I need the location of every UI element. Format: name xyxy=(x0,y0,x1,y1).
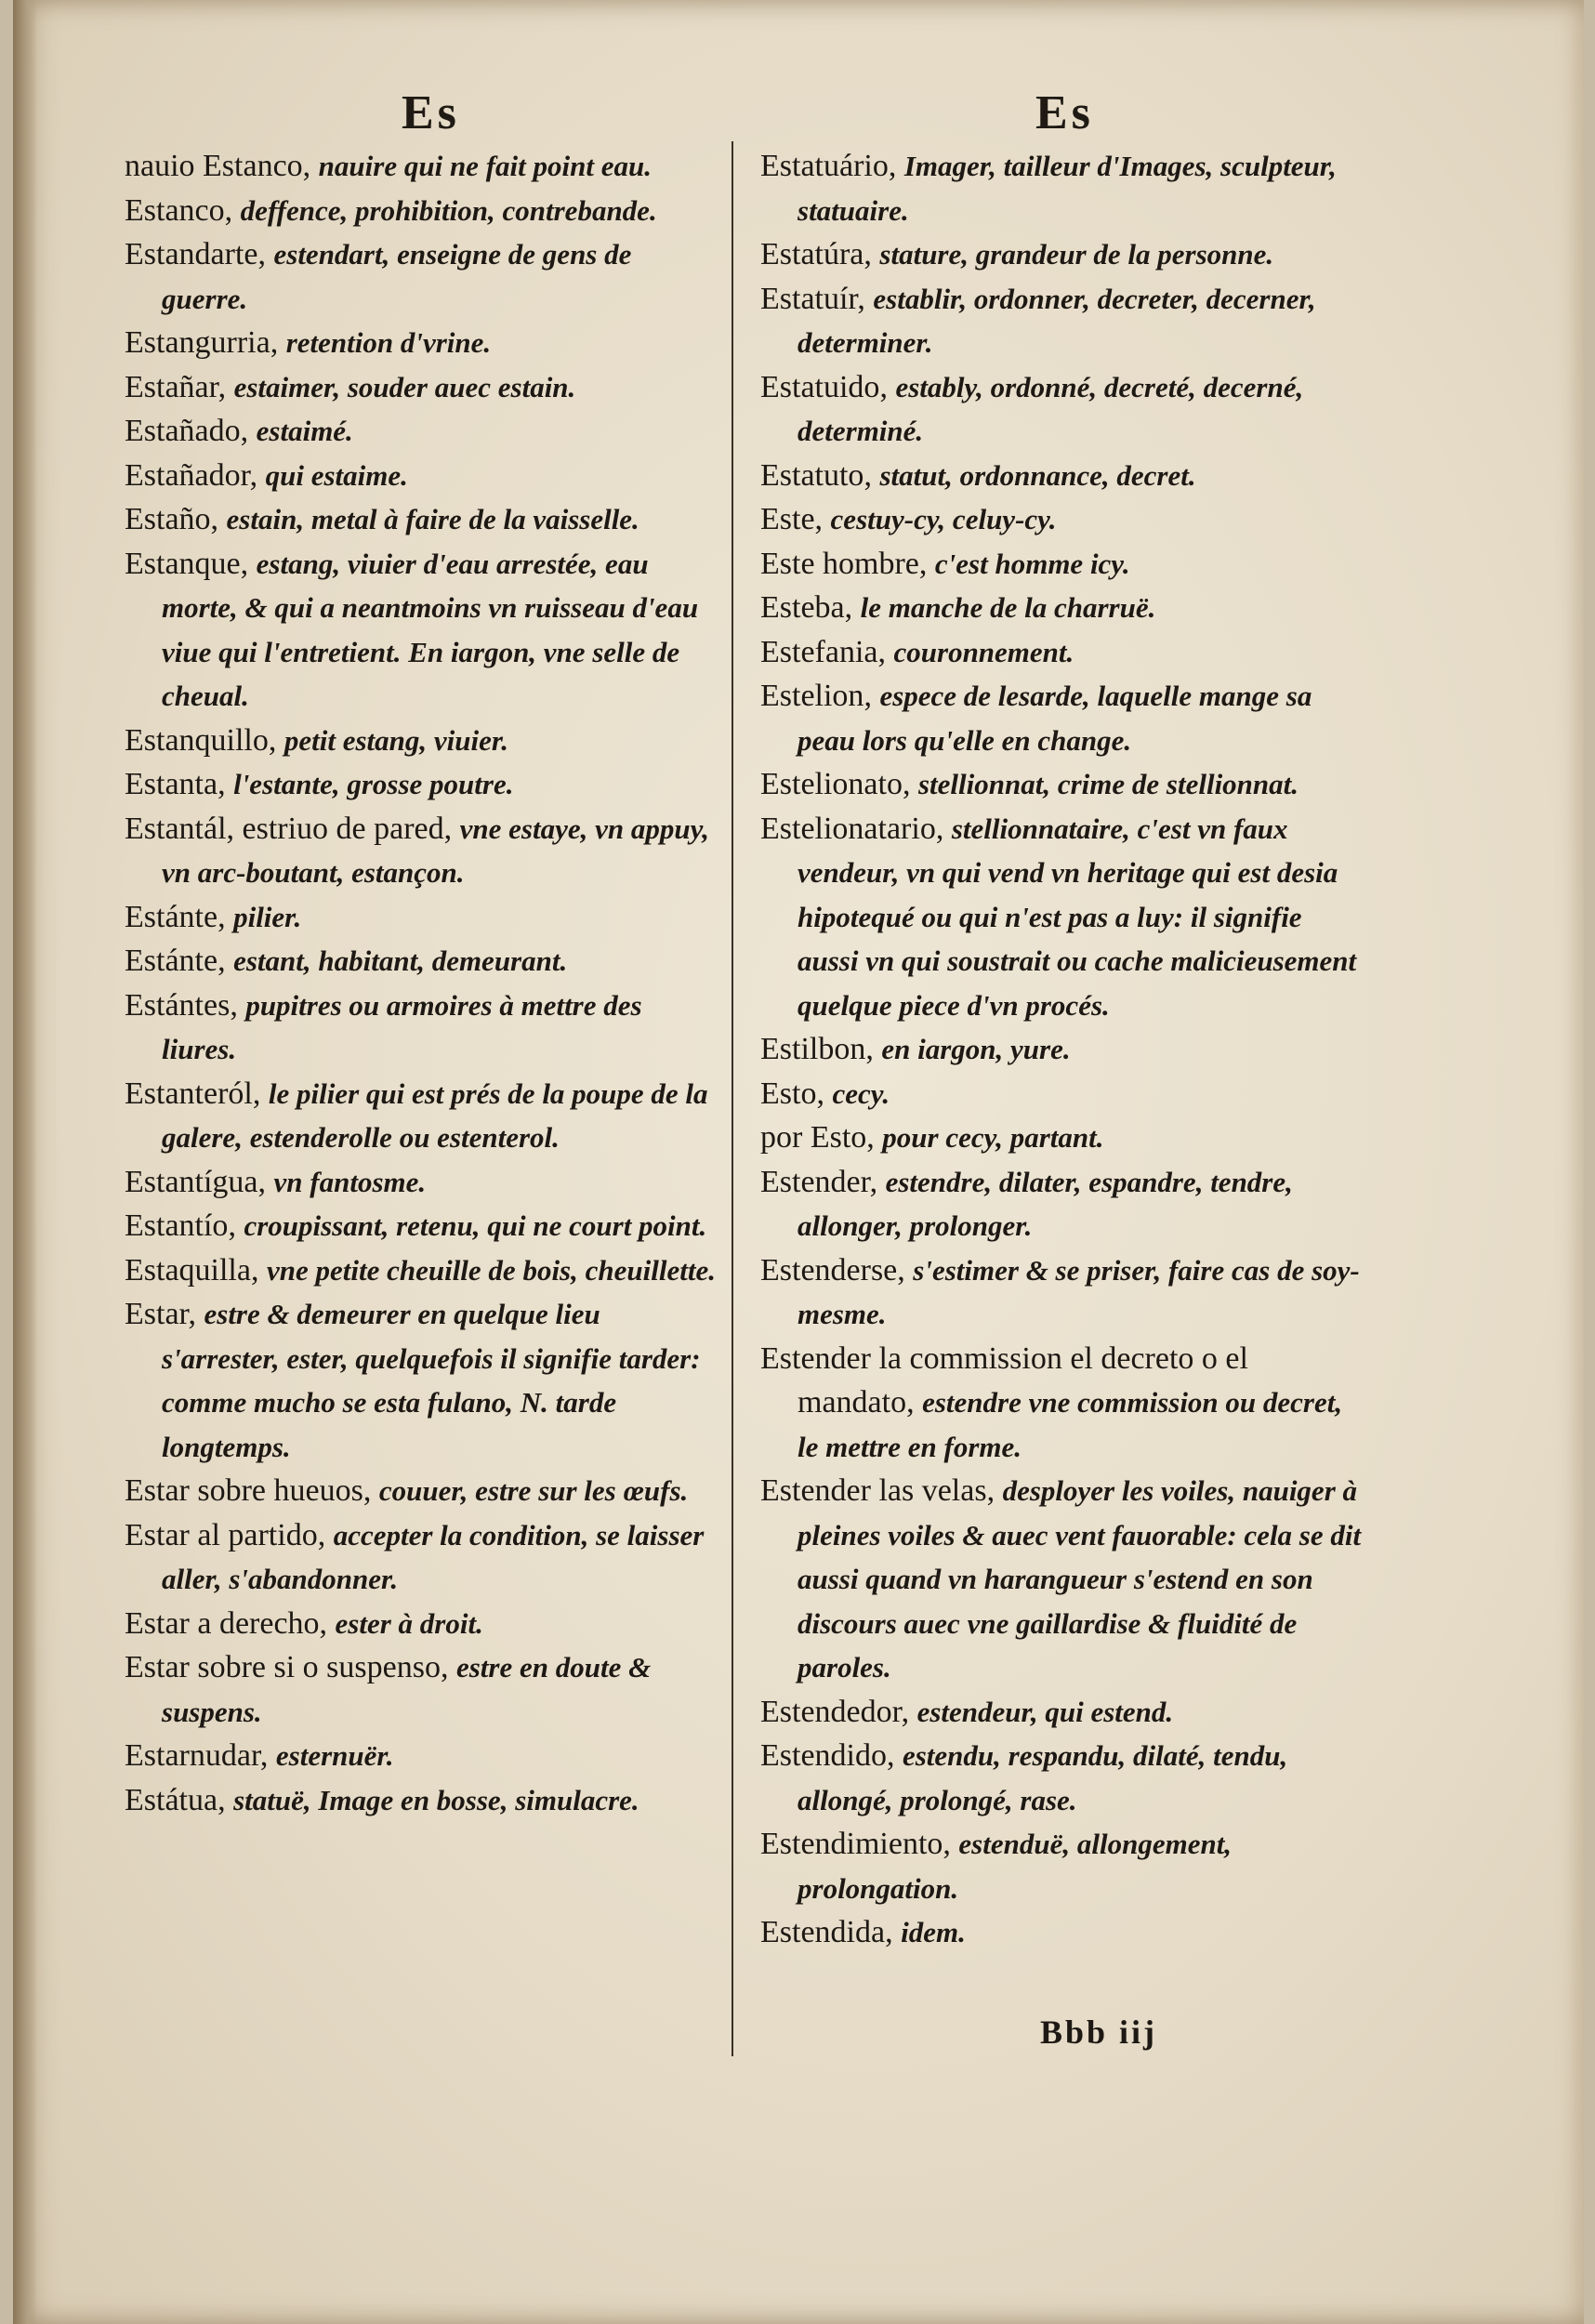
entry-headword: Estenderse xyxy=(760,1252,898,1287)
entry-definition: estendu, respandu, dilaté, tendu, allongé, prolongé, rase. xyxy=(798,1739,1288,1816)
entry-definition: esternuër. xyxy=(275,1739,394,1772)
column-divider xyxy=(732,141,733,2056)
entry-headword: Estar sobre si o suspenso xyxy=(125,1650,441,1684)
dictionary-entry: Estanta, l'estante, grosse poutre. xyxy=(125,767,514,801)
entry-headword: Esto xyxy=(760,1076,817,1111)
entry-definition: estant, habitant, demeurant. xyxy=(233,944,568,977)
dictionary-entry: Estantío, croupissant, retenu, qui ne court point. xyxy=(125,1208,707,1243)
entry-definition: estre & demeurer en quelque lieu s'arrester, ester, quelquefois il signifie tarder: comme mucho se esta fulano, N. tarde longtemps. xyxy=(162,1298,701,1463)
entry-definition: petit estang, viuier. xyxy=(283,723,509,757)
entry-headword: Estanquillo xyxy=(125,722,269,758)
entry-headword: Estendido xyxy=(760,1738,887,1773)
entry-headword: Estantál, estriuo de pared xyxy=(125,811,444,846)
dictionary-entry: Estender, estendre, dilater, espandre, tendre, allonger, prolonger. xyxy=(760,1164,1293,1242)
entry-definition: stellionnat, crime de stellionnat. xyxy=(917,768,1299,800)
dictionary-entry: Estaño, estain, metal à faire de la vaisselle. xyxy=(125,502,639,536)
dictionary-entry: Estendimiento, estenduë, allongement, prolongation. xyxy=(760,1827,1232,1905)
entry-headword: Estender la commission el decreto o el mandato xyxy=(760,1340,1248,1419)
entry-definition: croupissant, retenu, qui ne court point. xyxy=(244,1209,707,1242)
entry-definition: desployer les voiles, nauiger à pleines voiles & auec vent fauorable: cela se dit aussi quand vn harangueur s'estend en son discours auec vne gaillardise & fluidité de paroles. xyxy=(798,1474,1362,1684)
dictionary-entry: Estatuír, establir, ordonner, decreter, decerner, determiner. xyxy=(760,281,1316,359)
entry-definition: pilier. xyxy=(233,900,302,933)
entry-headword: Estantío xyxy=(125,1208,229,1243)
entry-definition: nauire qui ne fait point eau. xyxy=(318,150,652,182)
entry-headword: Estender xyxy=(760,1164,870,1199)
dictionary-entry: Estatuto, statut, ordonnance, decret. xyxy=(760,457,1196,493)
dictionary-entry: Estendida, idem. xyxy=(760,1915,966,1949)
dictionary-entry: Estar sobre hueuos, couuer, estre sur les œufs. xyxy=(125,1473,689,1508)
entry-definition: s'estimer & se priser, faire cas de soy-mesme. xyxy=(798,1253,1360,1330)
entry-headword: Estilbon xyxy=(760,1032,866,1066)
entry-definition: estably, ordonné, decreté, decerné, determiné. xyxy=(798,370,1304,447)
entry-definition: ester à droit. xyxy=(335,1606,483,1640)
entry-definition: estang, viuier d'eau arrestée, eau morte, & qui a neantmoins vn ruisseau d'eau viue qui l'entretient. En iargon, vne selle de cheual. xyxy=(162,547,699,712)
dictionary-entry: por Esto, pour cecy, partant. xyxy=(760,1120,1104,1155)
dictionary-entry: Estandarte, estendart, enseigne de gens de guerre. xyxy=(125,237,632,315)
entry-definition: establir, ordonner, decreter, decerner, determiner. xyxy=(798,282,1316,359)
entry-headword: Estantígua xyxy=(125,1164,258,1199)
dictionary-entry: Estatuido, estably, ordonné, decreté, decerné, determiné. xyxy=(760,369,1304,447)
entry-headword: Estanteról xyxy=(125,1076,253,1111)
entry-headword: Estefania xyxy=(760,634,878,669)
dictionary-entry: Este hombre, c'est homme icy. xyxy=(760,546,1130,581)
dictionary-entry: Estenderse, s'estimer & se priser, faire cas de soy-mesme. xyxy=(760,1252,1360,1330)
dictionary-entry: Estar, estre & demeurer en quelque lieu s'arrester, ester, quelquefois il signifie tarder: comme mucho se esta fulano, N. tarde longtemps. xyxy=(125,1297,701,1463)
entry-definition: en iargon, yure. xyxy=(881,1033,1071,1065)
dictionary-entry: Estefania, couronnement. xyxy=(760,634,1074,669)
entry-definition: retention d'vrine. xyxy=(285,326,492,359)
entry-definition: qui estaime. xyxy=(265,458,408,492)
catchword: Bbb iij xyxy=(1040,2014,1158,2051)
dictionary-entry: Estátua, statuë, Image en bosse, simulacre. xyxy=(125,1782,639,1817)
entry-definition: couuer, estre sur les œufs. xyxy=(378,1474,689,1507)
entry-definition: espece de lesarde, laquelle mange sa peau lors qu'elle en change. xyxy=(798,680,1312,757)
entry-headword: Estelionatario xyxy=(760,811,936,846)
entry-headword: Estarnudar xyxy=(125,1738,260,1773)
entry-definition: Imager, tailleur d'Images, sculpteur, statuaire. xyxy=(798,150,1337,227)
entry-definition: estain, metal à faire de la vaisselle. xyxy=(226,503,639,535)
entry-headword: Este hombre xyxy=(760,546,919,581)
dictionary-entry: nauio Estanco, nauire qui ne fait point eau. xyxy=(125,149,652,183)
entry-definition: statuë, Image en bosse, simulacre. xyxy=(233,1783,639,1816)
dictionary-entry: Estañar, estaimer, souder auec estain. xyxy=(125,369,576,404)
running-header-right: Es xyxy=(1035,86,1094,139)
entry-headword: Estañado xyxy=(125,414,241,448)
entry-definition: vne petite cheuille de bois, cheuillette. xyxy=(266,1253,716,1287)
entry-headword: Estatuto xyxy=(760,457,864,493)
entry-definition: le manche de la charruë. xyxy=(860,591,1156,624)
entry-definition: estendre, dilater, espandre, tendre, allonger, prolonger. xyxy=(798,1165,1293,1242)
dictionary-entry: Estatuário, Imager, tailleur d'Images, sculpteur, statuaire. xyxy=(760,149,1337,227)
entry-definition: accepter la condition, se laisser aller, s'abandonner. xyxy=(162,1518,705,1595)
entry-headword: Estanque xyxy=(125,546,241,581)
entry-definition: statut, ordonnance, decret. xyxy=(879,458,1196,492)
entry-headword: Estangurria xyxy=(125,325,270,360)
entry-definition: estenduë, allongement, prolongation. xyxy=(798,1828,1232,1905)
entry-headword: Estañar xyxy=(125,369,218,404)
dictionary-entry: Estántes, pupitres ou armoires à mettre des liures. xyxy=(125,987,642,1065)
running-header-left: Es xyxy=(402,86,460,139)
dictionary-entry: Estangurria, retention d'vrine. xyxy=(125,325,492,360)
entry-headword: Estendimiento xyxy=(760,1827,943,1861)
dictionary-entry: Estelionato, stellionnat, crime de stellionnat. xyxy=(760,767,1299,801)
entry-headword: Estender las velas xyxy=(760,1473,987,1508)
entry-headword: Estar sobre hueuos xyxy=(125,1473,363,1508)
entry-headword: Estatúra xyxy=(760,237,864,271)
dictionary-entry: Estelionatario, stellionnataire, c'est vn faux vendeur, vn qui vend vn heritage qui est desia hipotequé ou qui n'est pas a luy: il signifie aussi vn qui soustrait ou cache malicieusement quelque piece d'vn procés. xyxy=(760,811,1357,1022)
entry-definition: vn fantosme. xyxy=(273,1165,427,1198)
entry-headword: Estanta xyxy=(125,767,218,801)
entry-headword: Estatuido xyxy=(760,369,880,404)
left-column xyxy=(125,144,719,1822)
entry-definition: estendeur, qui estend. xyxy=(916,1695,1174,1728)
entry-definition: estendart, enseigne de gens de guerre. xyxy=(162,238,632,315)
entry-definition: vne estaye, vn appuy, vn arc-boutant, estançon. xyxy=(162,812,709,889)
dictionary-entry: Esteba, le manche de la charruë. xyxy=(760,590,1156,625)
entry-definition: estendre vne commission ou decret, le mettre en forme. xyxy=(798,1386,1343,1463)
entry-headword: Estátua xyxy=(125,1782,218,1817)
entry-headword: por Esto xyxy=(760,1120,867,1155)
dictionary-entry: Este, cestuy-cy, celuy-cy. xyxy=(760,502,1057,536)
entry-headword: Estendida xyxy=(760,1915,886,1949)
dictionary-entry: Estar al partido, accepter la condition, se laisser aller, s'abandonner. xyxy=(125,1517,705,1595)
book-binding-shadow xyxy=(13,0,37,2324)
entry-headword: Estaquilla xyxy=(125,1252,251,1287)
entry-headword: Estar xyxy=(125,1297,189,1331)
entry-headword: Estelionato xyxy=(760,767,903,801)
dictionary-entry: Estelion, espece de lesarde, laquelle mange sa peau lors qu'elle en change. xyxy=(760,679,1312,757)
entry-definition: estre en doute & suspens. xyxy=(162,1651,652,1728)
dictionary-entry: Estarnudar, esternuër. xyxy=(125,1738,394,1773)
entry-headword: nauio Estanco xyxy=(125,149,303,183)
entry-definition: couronnement. xyxy=(893,635,1074,668)
entry-definition: estaimé. xyxy=(256,415,353,447)
dictionary-entry: Estanquillo, petit estang, viuier. xyxy=(125,722,509,758)
dictionary-entry: Estañado, estaimé. xyxy=(125,414,353,448)
entry-headword: Estaño xyxy=(125,502,211,536)
entry-headword: Estántes xyxy=(125,987,231,1023)
entry-headword: Estar al partido xyxy=(125,1517,318,1552)
entry-definition: idem. xyxy=(901,1916,966,1948)
entry-definition: pupitres ou armoires à mettre des liures. xyxy=(162,988,642,1065)
entry-definition: stellionnataire, c'est vn faux vendeur, vn qui vend vn heritage qui est desia hipotequé ou qui n'est pas a luy: il signifie aussi vn qui soustrait ou cache malicieusement quelque piece d'vn procés. xyxy=(798,812,1357,1022)
entry-headword: Estelion xyxy=(760,679,864,713)
dictionary-entry: Estánte, estant, habitant, demeurant. xyxy=(125,944,568,978)
dictionary-page xyxy=(13,0,1584,2324)
entry-definition: estaimer, souder auec estain. xyxy=(233,370,576,403)
entry-headword: Estatuír xyxy=(760,281,858,316)
dictionary-entry: Estañador, qui estaime. xyxy=(125,457,408,493)
entry-definition: le pilier qui est prés de la poupe de la galere, estenderolle ou estenterol. xyxy=(162,1076,708,1154)
entry-headword: Estañador xyxy=(125,457,250,493)
dictionary-entry: Estaquilla, vne petite cheuille de bois, cheuillette. xyxy=(125,1252,716,1287)
entry-headword: Este xyxy=(760,502,815,536)
entry-headword: Estar a derecho xyxy=(125,1605,320,1641)
dictionary-entry: Estantígua, vn fantosme. xyxy=(125,1164,427,1199)
dictionary-entry: Estar a derecho, ester à droit. xyxy=(125,1605,483,1641)
dictionary-entry: Estendedor, estendeur, qui estend. xyxy=(760,1694,1174,1729)
entry-headword: Estatuário xyxy=(760,149,889,183)
dictionary-entry: Estender la commission el decreto o el mandato, estendre vne commission ou decret, le mettre en forme. xyxy=(760,1340,1343,1463)
entry-definition: cecy. xyxy=(832,1076,890,1110)
dictionary-entry: Estanco, deffence, prohibition, contrebande. xyxy=(125,192,657,228)
entry-definition: pour cecy, partant. xyxy=(882,1121,1104,1154)
entry-definition: l'estante, grosse poutre. xyxy=(233,768,514,800)
right-column xyxy=(760,144,1364,1955)
dictionary-entry: Estanque, estang, viuier d'eau arrestée, eau morte, & qui a neantmoins vn ruisseau d'eau viue qui l'entretient. En iargon, vne selle de cheual. xyxy=(125,546,699,712)
entry-headword: Esteba xyxy=(760,590,845,625)
entry-headword: Estandarte xyxy=(125,237,258,271)
dictionary-entry: Estendido, estendu, respandu, dilaté, tendu, allongé, prolongé, rase. xyxy=(760,1738,1288,1816)
entry-definition: deffence, prohibition, contrebande. xyxy=(240,193,657,227)
dictionary-entry: Estilbon, en iargon, yure. xyxy=(760,1032,1071,1066)
entry-headword: Estánte xyxy=(125,944,218,978)
entry-headword: Estánte xyxy=(125,899,218,934)
dictionary-entry: Estender las velas, desployer les voiles, nauiger à pleines voiles & auec vent fauorable: cela se dit aussi quand vn harangueur s'estend en son discours auec vne gaillardise & fluidité de paroles. xyxy=(760,1473,1362,1684)
dictionary-entry: Esto, cecy. xyxy=(760,1076,890,1111)
dictionary-entry: Estantál, estriuo de pared, vne estaye, vn appuy, vn arc-boutant, estançon. xyxy=(125,811,709,889)
entry-headword: Estendedor xyxy=(760,1694,902,1729)
entry-definition: stature, grandeur de la personne. xyxy=(879,238,1274,271)
dictionary-entry: Estatúra, stature, grandeur de la personne. xyxy=(760,237,1274,271)
dictionary-entry: Estar sobre si o suspenso, estre en doute & suspens. xyxy=(125,1650,652,1728)
dictionary-entry: Estanteról, le pilier qui est prés de la poupe de la galere, estenderolle ou estenterol. xyxy=(125,1076,708,1154)
entry-headword: Estanco xyxy=(125,192,225,228)
dictionary-entry: Estánte, pilier. xyxy=(125,899,302,934)
entry-definition: c'est homme icy. xyxy=(934,547,1130,580)
entry-definition: cestuy-cy, celuy-cy. xyxy=(830,503,1057,535)
